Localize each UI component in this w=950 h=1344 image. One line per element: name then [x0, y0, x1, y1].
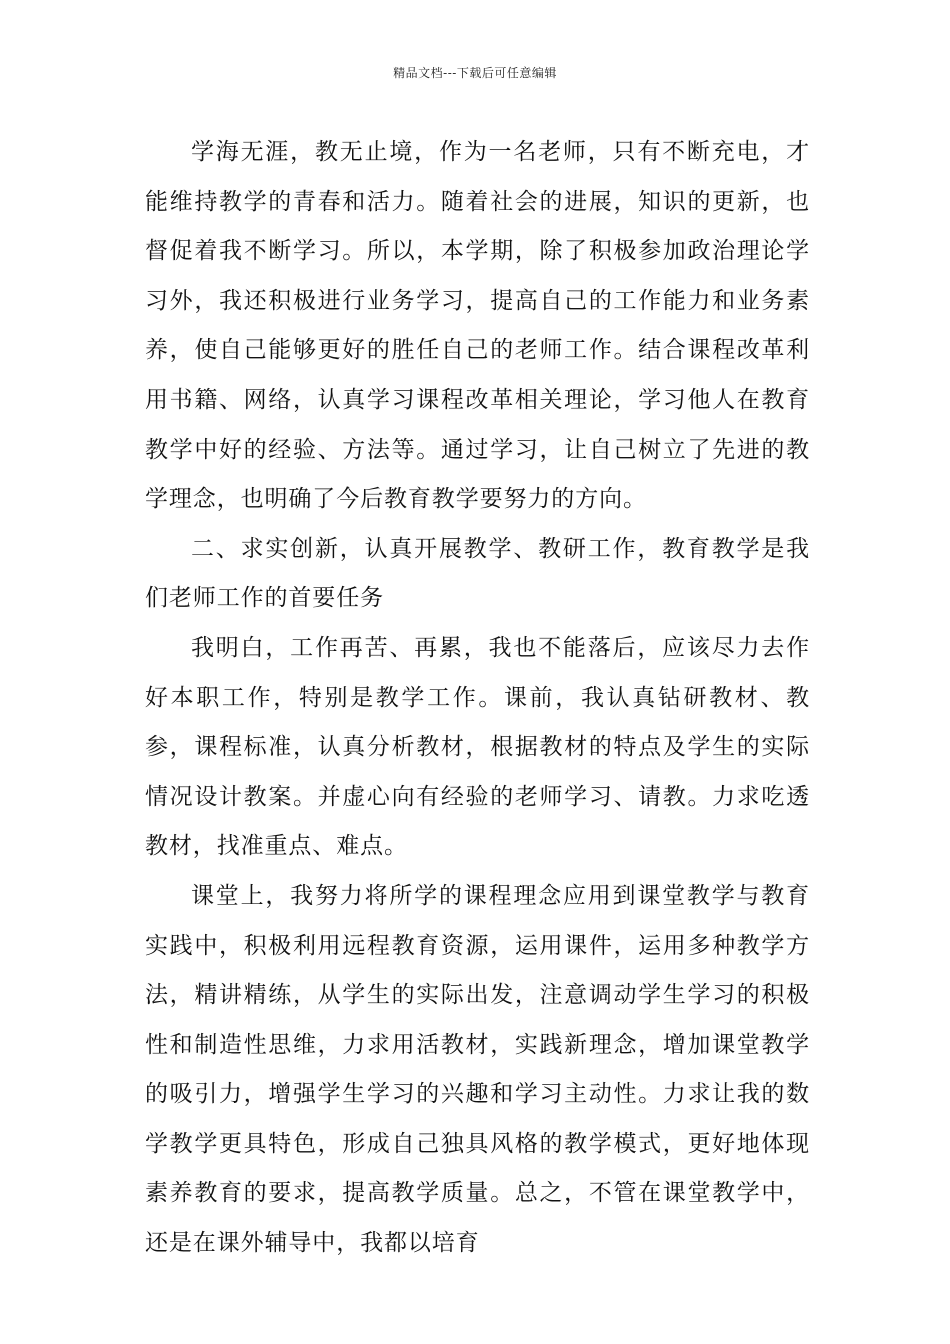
paragraph-classroom: 课堂上，我努力将所学的课程理念应用到课堂教学与教育实践中，积极利用远程教育资源，运用课件，运用多种教学方法，精讲精练，从学生的实际出发，注意调动学生学习的积极性和制造性思维，力求用活教材，实践新理念，增加课堂教学的吸引力，增强学生学习的兴趣和学习主动性。力求让我的数学教学更具特色，形成自己独具风格的教学模式，更好地体现素养教育的要求，提高教学质量。总之，不管在课堂教学中，还是在课外辅导中，我都以培育 [145, 882, 810, 1257]
document-body [145, 128, 810, 1269]
paragraph-self-study: 学海无涯，教无止境，作为一名老师，只有不断充电，才能维持教学的青春和活力。随着社会的进展，知识的更新，也督促着我不断学习。所以，本学期，除了积极参加政治理论学习外，我还积极进行业务学习，提高自己的工作能力和业务素养，使自己能够更好的胜任自己的老师工作。结合课程改革利用书籍、网络，认真学习课程改革相关理论，学习他人在教育教学中好的经验、方法等。通过学习，让自己树立了先进的教学理念，也明确了今后教育教学要努力的方向。 [145, 139, 810, 513]
page-header: 精品文档---下载后可任意编辑 [393, 66, 557, 80]
paragraph-lesson-prep: 我明白，工作再苦、再累，我也不能落后，应该尽力去作好本职工作，特别是教学工作。课前，我认真钻研教材、教参，课程标准，认真分析教材，根据教材的特点及学生的实际情况设计教案。并虚心向有经验的老师学习、请教。力求吃透教材，找准重点、难点。 [145, 634, 810, 860]
paragraph-section-heading: 二、求实创新，认真开展教学、教研工作，教育教学是我们老师工作的首要任务 [145, 535, 810, 612]
